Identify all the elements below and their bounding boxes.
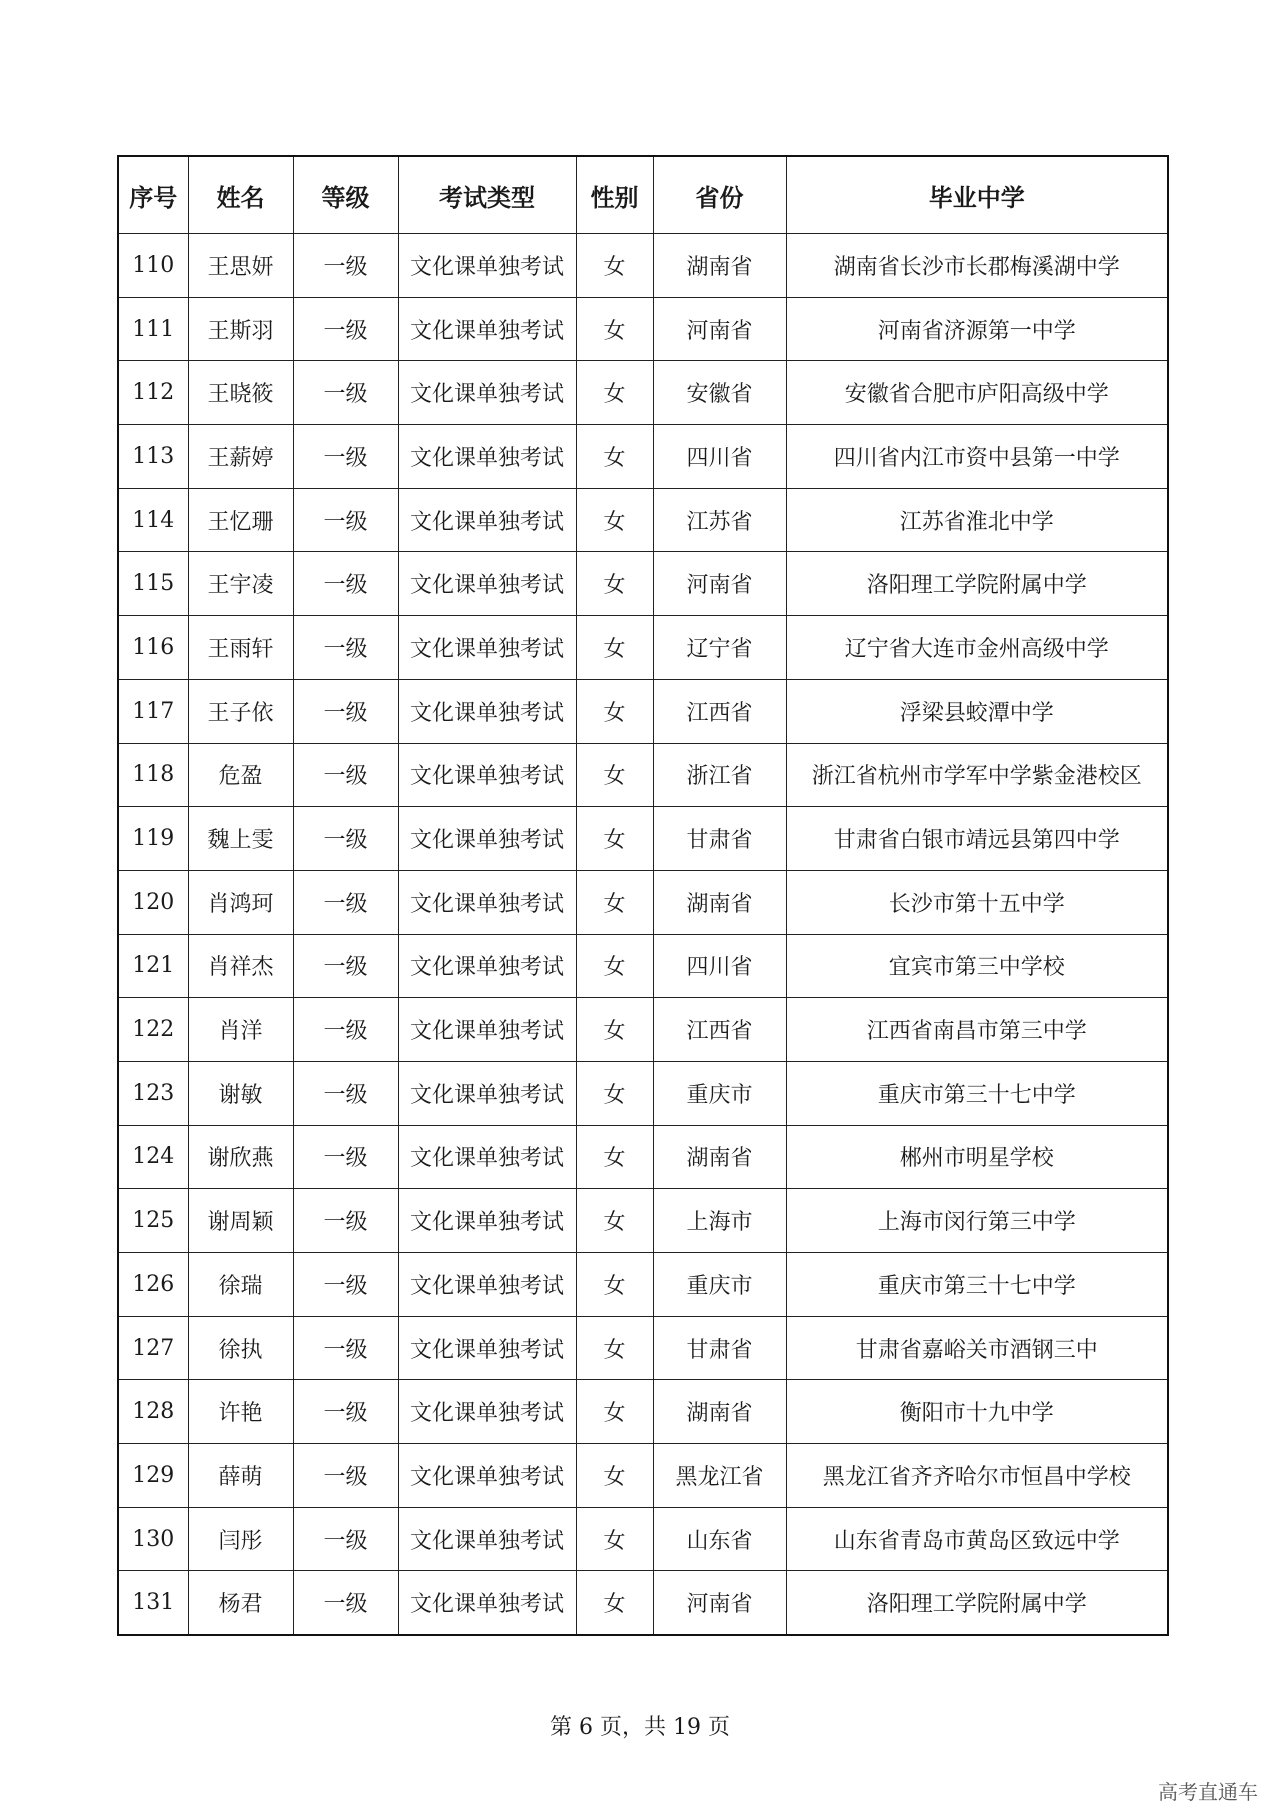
- cell-high-school: 郴州市明星学校: [786, 1125, 1168, 1189]
- cell-level: 一级: [293, 488, 398, 552]
- cell-province: 江西省: [653, 998, 786, 1062]
- cell-exam-type: 文化课单独考试: [398, 1061, 576, 1125]
- cell-exam-type: 文化课单独考试: [398, 1444, 576, 1508]
- cell-level: 一级: [293, 1253, 398, 1317]
- cell-name: 王宇凌: [188, 552, 293, 616]
- cell-exam-type: 文化课单独考试: [398, 870, 576, 934]
- cell-exam-type: 文化课单独考试: [398, 1507, 576, 1571]
- cell-high-school: 浮梁县蛟潭中学: [786, 679, 1168, 743]
- cell-gender: 女: [576, 934, 653, 998]
- cell-gender: 女: [576, 1189, 653, 1253]
- cell-province: 上海市: [653, 1189, 786, 1253]
- cell-name: 谢敏: [188, 1061, 293, 1125]
- header-level: 等级: [293, 156, 398, 234]
- cell-level: 一级: [293, 743, 398, 807]
- cell-exam-type: 文化课单独考试: [398, 1380, 576, 1444]
- cell-exam-type: 文化课单独考试: [398, 297, 576, 361]
- cell-exam-type: 文化课单独考试: [398, 998, 576, 1062]
- cell-index: 114: [118, 488, 188, 552]
- cell-province: 辽宁省: [653, 616, 786, 680]
- cell-province: 河南省: [653, 552, 786, 616]
- cell-gender: 女: [576, 1125, 653, 1189]
- cell-name: 闫彤: [188, 1507, 293, 1571]
- cell-gender: 女: [576, 1253, 653, 1317]
- cell-gender: 女: [576, 1444, 653, 1508]
- cell-exam-type: 文化课单独考试: [398, 679, 576, 743]
- cell-high-school: 重庆市第三十七中学: [786, 1253, 1168, 1317]
- cell-gender: 女: [576, 1316, 653, 1380]
- page-number: 第 6 页，共 19 页: [550, 1715, 730, 1740]
- cell-gender: 女: [576, 1380, 653, 1444]
- cell-exam-type: 文化课单独考试: [398, 234, 576, 298]
- cell-province: 江苏省: [653, 488, 786, 552]
- cell-province: 四川省: [653, 934, 786, 998]
- table-row: [118, 1125, 1168, 1189]
- cell-name: 肖洋: [188, 998, 293, 1062]
- cell-high-school: 衡阳市十九中学: [786, 1380, 1168, 1444]
- cell-index: 112: [118, 361, 188, 425]
- cell-index: 124: [118, 1125, 188, 1189]
- cell-level: 一级: [293, 425, 398, 489]
- cell-level: 一级: [293, 361, 398, 425]
- header-index: 序号: [118, 156, 188, 234]
- cell-exam-type: 文化课单独考试: [398, 425, 576, 489]
- header-name: 姓名: [188, 156, 293, 234]
- cell-exam-type: 文化课单独考试: [398, 743, 576, 807]
- cell-high-school: 宜宾市第三中学校: [786, 934, 1168, 998]
- cell-high-school: 湖南省长沙市长郡梅溪湖中学: [786, 234, 1168, 298]
- cell-index: 120: [118, 870, 188, 934]
- cell-high-school: 四川省内江市资中县第一中学: [786, 425, 1168, 489]
- cell-province: 甘肃省: [653, 1316, 786, 1380]
- cell-name: 许艳: [188, 1380, 293, 1444]
- table-row: [118, 1253, 1168, 1317]
- cell-province: 山东省: [653, 1507, 786, 1571]
- cell-index: 127: [118, 1316, 188, 1380]
- cell-high-school: 安徽省合肥市庐阳高级中学: [786, 361, 1168, 425]
- cell-level: 一级: [293, 998, 398, 1062]
- cell-high-school: 辽宁省大连市金州高级中学: [786, 616, 1168, 680]
- table-row: [118, 870, 1168, 934]
- cell-level: 一级: [293, 1189, 398, 1253]
- cell-province: 江西省: [653, 679, 786, 743]
- cell-province: 四川省: [653, 425, 786, 489]
- table-row: [118, 934, 1168, 998]
- cell-high-school: 洛阳理工学院附属中学: [786, 552, 1168, 616]
- cell-high-school: 江西省南昌市第三中学: [786, 998, 1168, 1062]
- header-exam-type: 考试类型: [398, 156, 576, 234]
- cell-index: 129: [118, 1444, 188, 1508]
- table-row: [118, 488, 1168, 552]
- cell-name: 王子依: [188, 679, 293, 743]
- cell-high-school: 甘肃省嘉峪关市酒钢三中: [786, 1316, 1168, 1380]
- cell-province: 河南省: [653, 1571, 786, 1635]
- cell-index: 131: [118, 1571, 188, 1635]
- cell-level: 一级: [293, 807, 398, 871]
- table-row: [118, 361, 1168, 425]
- table-row: [118, 552, 1168, 616]
- header-province: 省份: [653, 156, 786, 234]
- cell-high-school: 重庆市第三十七中学: [786, 1061, 1168, 1125]
- cell-gender: 女: [576, 870, 653, 934]
- cell-gender: 女: [576, 1507, 653, 1571]
- table-row: [118, 234, 1168, 298]
- cell-province: 河南省: [653, 297, 786, 361]
- watermark-text: 高考直通车: [1158, 1780, 1258, 1804]
- cell-exam-type: 文化课单独考试: [398, 361, 576, 425]
- cell-name: 谢欣燕: [188, 1125, 293, 1189]
- cell-level: 一级: [293, 1380, 398, 1444]
- cell-name: 肖祥杰: [188, 934, 293, 998]
- cell-province: 浙江省: [653, 743, 786, 807]
- cell-index: 121: [118, 934, 188, 998]
- cell-gender: 女: [576, 552, 653, 616]
- cell-province: 湖南省: [653, 234, 786, 298]
- cell-province: 甘肃省: [653, 807, 786, 871]
- cell-level: 一级: [293, 870, 398, 934]
- cell-gender: 女: [576, 998, 653, 1062]
- header-high-school: 毕业中学: [786, 156, 1168, 234]
- cell-province: 黑龙江省: [653, 1444, 786, 1508]
- table-row: [118, 1444, 1168, 1508]
- cell-index: 119: [118, 807, 188, 871]
- table-row: [118, 807, 1168, 871]
- table-row: [118, 1571, 1168, 1635]
- admission-roster-table: [117, 155, 1169, 1636]
- cell-index: 128: [118, 1380, 188, 1444]
- cell-name: 危盈: [188, 743, 293, 807]
- cell-index: 115: [118, 552, 188, 616]
- cell-gender: 女: [576, 807, 653, 871]
- cell-index: 118: [118, 743, 188, 807]
- table-row: [118, 297, 1168, 361]
- cell-level: 一级: [293, 934, 398, 998]
- cell-index: 122: [118, 998, 188, 1062]
- table-body: [118, 234, 1168, 1636]
- cell-high-school: 浙江省杭州市学军中学紫金港校区: [786, 743, 1168, 807]
- cell-province: 安徽省: [653, 361, 786, 425]
- cell-exam-type: 文化课单独考试: [398, 616, 576, 680]
- cell-name: 王斯羽: [188, 297, 293, 361]
- cell-name: 魏上雯: [188, 807, 293, 871]
- cell-province: 湖南省: [653, 1380, 786, 1444]
- table-header-row: [118, 156, 1168, 234]
- cell-level: 一级: [293, 552, 398, 616]
- cell-high-school: 长沙市第十五中学: [786, 870, 1168, 934]
- cell-level: 一级: [293, 1061, 398, 1125]
- cell-level: 一级: [293, 616, 398, 680]
- cell-name: 徐执: [188, 1316, 293, 1380]
- cell-index: 113: [118, 425, 188, 489]
- cell-exam-type: 文化课单独考试: [398, 488, 576, 552]
- cell-gender: 女: [576, 297, 653, 361]
- cell-name: 王晓筱: [188, 361, 293, 425]
- cell-level: 一级: [293, 1571, 398, 1635]
- cell-exam-type: 文化课单独考试: [398, 807, 576, 871]
- cell-name: 谢周颖: [188, 1189, 293, 1253]
- cell-gender: 女: [576, 1061, 653, 1125]
- cell-gender: 女: [576, 679, 653, 743]
- cell-high-school: 甘肃省白银市靖远县第四中学: [786, 807, 1168, 871]
- table-row: [118, 679, 1168, 743]
- cell-level: 一级: [293, 1316, 398, 1380]
- cell-level: 一级: [293, 1125, 398, 1189]
- cell-province: 湖南省: [653, 1125, 786, 1189]
- cell-exam-type: 文化课单独考试: [398, 934, 576, 998]
- cell-high-school: 山东省青岛市黄岛区致远中学: [786, 1507, 1168, 1571]
- cell-name: 徐瑞: [188, 1253, 293, 1317]
- cell-name: 王思妍: [188, 234, 293, 298]
- cell-name: 王薪婷: [188, 425, 293, 489]
- cell-gender: 女: [576, 1571, 653, 1635]
- table-row: [118, 1189, 1168, 1253]
- cell-level: 一级: [293, 1507, 398, 1571]
- cell-high-school: 黑龙江省齐齐哈尔市恒昌中学校: [786, 1444, 1168, 1508]
- cell-index: 130: [118, 1507, 188, 1571]
- cell-index: 110: [118, 234, 188, 298]
- cell-exam-type: 文化课单独考试: [398, 1253, 576, 1317]
- cell-name: 肖鸿珂: [188, 870, 293, 934]
- cell-level: 一级: [293, 679, 398, 743]
- cell-province: 重庆市: [653, 1061, 786, 1125]
- cell-name: 王雨轩: [188, 616, 293, 680]
- cell-high-school: 江苏省淮北中学: [786, 488, 1168, 552]
- cell-name: 王忆珊: [188, 488, 293, 552]
- table-row: [118, 1380, 1168, 1444]
- cell-exam-type: 文化课单独考试: [398, 1316, 576, 1380]
- header-gender: 性别: [576, 156, 653, 234]
- cell-high-school: 上海市闵行第三中学: [786, 1189, 1168, 1253]
- cell-index: 111: [118, 297, 188, 361]
- cell-index: 126: [118, 1253, 188, 1317]
- table-row: [118, 998, 1168, 1062]
- table-row: [118, 616, 1168, 680]
- cell-gender: 女: [576, 234, 653, 298]
- cell-name: 杨君: [188, 1571, 293, 1635]
- table-row: [118, 1507, 1168, 1571]
- cell-province: 重庆市: [653, 1253, 786, 1317]
- cell-index: 116: [118, 616, 188, 680]
- cell-index: 123: [118, 1061, 188, 1125]
- cell-high-school: 洛阳理工学院附属中学: [786, 1571, 1168, 1635]
- cell-level: 一级: [293, 234, 398, 298]
- cell-index: 125: [118, 1189, 188, 1253]
- cell-index: 117: [118, 679, 188, 743]
- cell-exam-type: 文化课单独考试: [398, 1571, 576, 1635]
- cell-province: 湖南省: [653, 870, 786, 934]
- cell-exam-type: 文化课单独考试: [398, 552, 576, 616]
- cell-gender: 女: [576, 616, 653, 680]
- cell-gender: 女: [576, 743, 653, 807]
- cell-level: 一级: [293, 297, 398, 361]
- cell-exam-type: 文化课单独考试: [398, 1189, 576, 1253]
- table-row: [118, 1316, 1168, 1380]
- cell-gender: 女: [576, 488, 653, 552]
- cell-high-school: 河南省济源第一中学: [786, 297, 1168, 361]
- table-row: [118, 1061, 1168, 1125]
- table-row: [118, 743, 1168, 807]
- cell-level: 一级: [293, 1444, 398, 1508]
- cell-exam-type: 文化课单独考试: [398, 1125, 576, 1189]
- cell-gender: 女: [576, 425, 653, 489]
- cell-name: 薛萌: [188, 1444, 293, 1508]
- table-row: [118, 425, 1168, 489]
- cell-gender: 女: [576, 361, 653, 425]
